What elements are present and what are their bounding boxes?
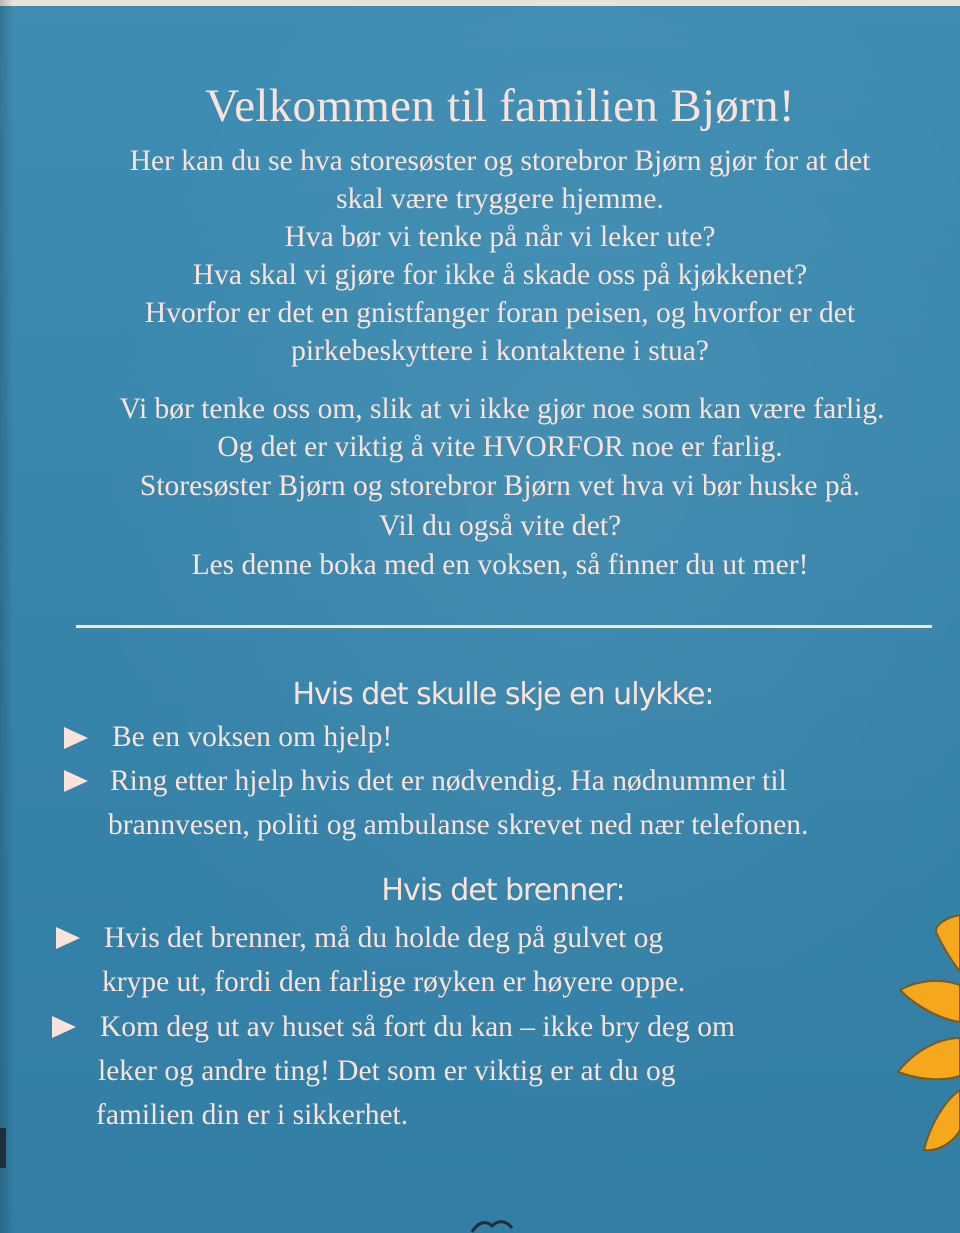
- second-line: Og det er viktig å vite HVORFOR noe er farlig.: [217, 431, 783, 463]
- intro-line: Hvorfor er det en gnistfanger foran peisen, og hvorfor er det: [144, 297, 856, 329]
- bullet-line: familien din er i sikkerhet.: [96, 1099, 409, 1131]
- bullet-line: Be en voksen om hjelp!: [112, 721, 393, 753]
- intro-line: pirkebeskyttere i kontaktene i stua?: [291, 335, 709, 367]
- bullet-line: krype ut, fordi den farlige røyken er høyere oppe.: [102, 966, 686, 998]
- bullet-line: Ring etter hjelp hvis det er nødvendig. Ha nødnummer til: [110, 765, 787, 797]
- bullet-line: brannvesen, politi og ambulanse skrevet ned nær telefonen.: [108, 809, 809, 841]
- second-line: Vil du også vite det?: [378, 510, 622, 542]
- intro-line: Hva bør vi tenke på når vi leker ute?: [284, 221, 716, 253]
- edge-mark: [0, 1120, 12, 1180]
- fire-heading: Hvis det brenner:: [381, 873, 625, 908]
- edge-mark: [468, 1216, 528, 1233]
- second-line: Les denne boka med en voksen, så finner du ut mer!: [191, 549, 809, 581]
- bullet-line: Kom deg ut av huset så fort du kan – ikke bry deg om: [100, 1011, 735, 1043]
- intro-line: skal være tryggere hjemme.: [336, 183, 664, 215]
- intro-line: Hva skal vi gjøre for ikke å skade oss på kjøkkenet?: [192, 259, 808, 291]
- page-title: Velkommen til familien Bjørn!: [205, 80, 795, 132]
- second-line: Vi bør tenke oss om, slik at vi ikke gjør noe som kan være farlig.: [119, 393, 885, 425]
- second-line: Storesøster Bjørn og storebror Bjørn vet hva vi bør huske på.: [139, 470, 861, 502]
- bullet-line: Hvis det brenner, må du holde deg på gulvet og: [104, 922, 664, 954]
- accident-heading: Hvis det skulle skje en ulykke:: [292, 677, 714, 712]
- bullet-line: leker og andre ting! Det som er viktig er at du og: [98, 1055, 676, 1087]
- intro-line: Her kan du se hva storesøster og storebror Bjørn gjør for at det: [129, 145, 871, 177]
